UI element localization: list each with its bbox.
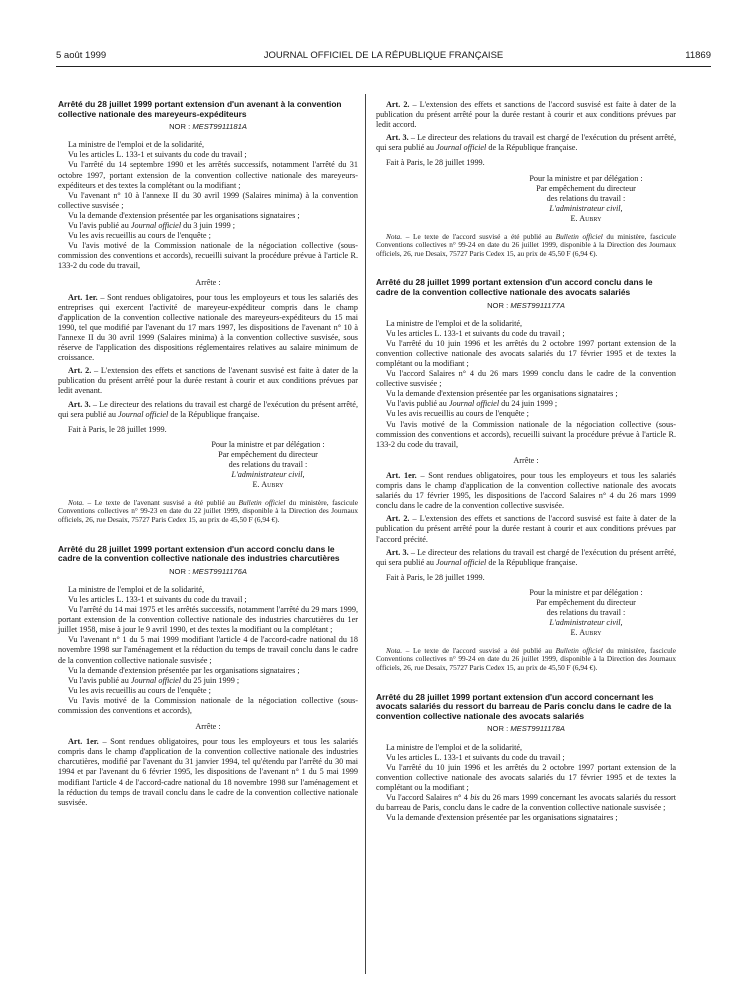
arrete-title: Arrêté du 28 juillet 1999 portant extension d'un accord conclu dans le cadre de la convention collective nationale des industries charcutières: [58, 543, 340, 564]
visa: Vu l'avis publié au Journal officiel du 24 juin 1999 ;: [386, 399, 558, 409]
signature-block: Pour la ministre et par délégation : Par empêchement du directeur des relations du travail : L'administrateur civil, E. Aubry: [529, 587, 643, 637]
arrete-title: Arrêté du 28 juillet 1999 portant extension d'un accord conclu dans le cadre de la convention collective nationale des avocats salariés: [376, 277, 653, 297]
minister-line: La ministre de l'emploi et de la solidarité,: [386, 742, 523, 752]
page-header: [56, 50, 711, 64]
visa: Vu les articles L. 133-1 et suivants du code du travail ;: [386, 752, 565, 762]
visa: Vu la demande d'extension présentée par les organisations signataires ;: [386, 813, 618, 823]
visa: Vu la demande d'extension présentée par les organisations signataires ;: [68, 210, 300, 220]
visa: Vu les articles L. 133-1 et suivants du code du travail ;: [386, 328, 565, 338]
arrete-heading: Arrête :: [195, 722, 221, 732]
nor-reference: NOR : MEST9911178A: [487, 724, 565, 734]
column-divider: [365, 94, 366, 974]
minister-line: La ministre de l'emploi et de la solidarité,: [68, 140, 205, 150]
signature-block: Pour la ministre et par délégation : Par empêchement du directeur des relations du travail : L'administrateur civil, E. Aubry: [211, 439, 325, 489]
arrete-avocats-paris: [376, 693, 676, 824]
minister-line: La ministre de l'emploi et de la solidarité,: [68, 584, 205, 594]
signature-date: Fait à Paris, le 28 juillet 1999.: [68, 424, 167, 434]
arrete-title: Arrêté du 28 juillet 1999 portant extension d'un accord concernant les avocats salariés du ressort du barreau de Paris conclu dans le cadre de la convention collective nationale des avocats salariés: [376, 691, 672, 721]
visa: Vu les avis recueillis au cours de l'enquête ;: [68, 231, 211, 241]
visa: Vu l'arrêté du 14 mai 1975 et les arrêtés successifs, notamment l'arrêté du 29 mars 1999, portant extension de la convention collective nationale des industries charcutières du 1er juillet 1958, mise à jour le 9 avril 1990, et des textes la modifiant ou la complétant ;: [58, 605, 358, 635]
visa: Vu l'avis motivé de la Commission nationale de la négociation collective (sous-commission des conventions et accords), recueilli suivant la procédure prévue à l'article R. 133-2 du code du travail,: [58, 241, 358, 271]
arrete-title: Arrêté du 28 juillet 1999 portant extension d'un avenant à la convention collective nationale des mareyeurs-expéditeurs: [58, 99, 342, 119]
arrete-avocats-salaries: [376, 278, 676, 672]
article-3: Art. 3. – Le directeur des relations du travail est chargé de l'exécution du présent arrêté, qui sera publié au Journal officiel de la République française.: [58, 399, 358, 419]
article-3: Art. 3. – Le directeur des relations du travail est chargé de l'exécution du présent arrêté, qui sera publié au Journal officiel de la République française.: [376, 547, 676, 567]
article-2: Art. 2. – L'extension des effets et sanctions de l'accord susvisé est faite à dater de la publication du présent arrêté pour la durée restant à courir et aux conditions prévues par ledit accord.: [376, 100, 676, 130]
publication-note: Nota. – Le texte de l'accord susvisé a été publié au Bulletin officiel du ministère, fascicule Conventions collectives n° 99-24 en date du 26 juillet 1999, disponible à la Direction des Journaux officiels, 26, rue Desaix, 75727 Paris Cedex 15, au prix de 45,50 F (6,94 €).: [376, 645, 676, 673]
arrete-charcutieres-continued: [376, 100, 676, 258]
publication-note: Nota. – Le texte de l'avenant susvisé a été publié au Bulletin officiel du ministère, fascicule Conventions collectives n° 99-23 en date du 22 juillet 1999, disponible à la Direction des Journaux officiels, 26, rue Desaix, 75727 Paris Cedex 15, au prix de 45,50 F (6,94 €).: [58, 497, 358, 524]
arrete-charcutieres: [58, 545, 358, 808]
visa: Vu l'avis motivé de la Commission nationale de la négociation collective (sous-commission des conventions et accords), recueilli suivant la procédure prévue à l'article R. 133-2 du code du travail,: [376, 419, 676, 449]
visa: Vu l'avis publié au Journal officiel du 25 juin 1999 ;: [68, 675, 240, 685]
left-column: [58, 100, 358, 808]
article-1: Art. 1er. – Sont rendues obligatoires, pour tous les employeurs et tous les salariés compris dans le champ d'application de la convention collective nationale des industries charcutières, modifié par l'avenant du 31 janvier 1994, tel qu'étendu par l'arrêté du 30 mai 1994 et par l'avenant du 6 février 1995, les dispositions de l'avenant n° 1 du 5 mai 1999 modifiant l'article 4 de l'accord-cadre national du 18 novembre 1998 sur l'aménagement et la réduction du temps de travail conclu dans le cadre de la convention collective nationale susvisée.: [58, 737, 358, 807]
visa: Vu l'accord Salaires n° 4 bis du 26 mars 1999 concernant les avocats salariés du ressort du barreau de Paris, conclu dans le cadre de la convention collective nationale susvisée ;: [376, 793, 676, 813]
header-rule: [56, 66, 711, 67]
article-2: Art. 2. – L'extension des effets et sanctions de l'accord susvisé est faite à dater de la publication du présent arrêté pour la durée restant à courir et aux conditions prévues par l'accord précité.: [376, 514, 676, 544]
article-3: Art. 3. – Le directeur des relations du travail est chargé de l'exécution du présent arrêté, qui sera publié au Journal officiel de la République française.: [376, 133, 676, 153]
signature-date: Fait à Paris, le 28 juillet 1999.: [386, 158, 485, 168]
visa: Vu les articles L. 133-1 et suivants du code du travail ;: [68, 150, 247, 160]
visa: Vu les articles L. 133-1 et suivants du code du travail ;: [68, 594, 247, 604]
article-2: Art. 2. – L'extension des effets et sanctions de l'avenant susvisé est faite à dater de la publication du présent arrêté pour la durée restant à courir et aux conditions prévues par ledit avenant.: [58, 366, 359, 396]
arrete-heading: Arrête :: [513, 455, 539, 465]
right-column: [376, 100, 676, 823]
article-1: Art. 1er. – Sont rendues obligatoires, pour tous les employeurs et tous les salariés des entreprises qui exercent l'activité de mareyeur-expéditeur compris dans le champ d'application de la convention collective nationale des mareyeurs-expéditeurs du 15 mai 1990, tel que modifié par l'avenant du 17 mars 1997, les dispositions de l'avenant n° 10 à l'annexe II du 30 avril 1999 (Salaires minima) à la convention collective susvisée, sous réserve de l'application des dispositions réglementaires relatives au salaire minimum de croissance.: [58, 292, 358, 363]
nor-reference: NOR : MEST9911181A: [169, 122, 247, 132]
minister-line: La ministre de l'emploi et de la solidarité,: [386, 318, 523, 328]
publication-note: Nota. – Le texte de l'accord susvisé a été publié au Bulletin officiel du ministère, fascicule Conventions collectives n° 99-24 en date du 26 juillet 1999, disponible à la Direction des Journaux officiels, 26, rue Desaix, 75727 Paris Cedex 15, au prix de 45,50 F (6,94 €).: [376, 231, 676, 258]
header-journal-title: JOURNAL OFFICIEL DE LA RÉPUBLIQUE FRANÇAISE: [263, 50, 504, 61]
arrete-mareyeurs: [58, 100, 358, 525]
nor-reference: NOR : MEST9911177A: [487, 300, 565, 310]
signature-date: Fait à Paris, le 28 juillet 1999.: [386, 572, 485, 582]
nor-reference: NOR : MEST9911176A: [169, 566, 247, 576]
article-1: Art. 1er. – Sont rendues obligatoires, pour tous les employeurs et tous les salariés compris dans le champ d'application de la convention collective nationale des avocats salariés du 17 février 1995, les dispositions de l'accord Salaires n° 4 du 26 mars 1999 conclu dans le cadre de la convention collective susvisée.: [376, 470, 676, 511]
visa: Vu la demande d'extension présentée par les organisations signataires ;: [386, 389, 618, 399]
visa: Vu l'arrêté du 10 juin 1996 et les arrêtés du 2 octobre 1997 portant extension de la convention collective nationale des avocats salariés du 17 février 1995 et de textes la complétant ou la modifiant ;: [376, 762, 676, 792]
visa: Vu la demande d'extension présentée par les organisations signataires ;: [68, 665, 300, 675]
visa: Vu l'avis publié au Journal officiel du 3 juin 1999 ;: [68, 221, 236, 231]
header-date: 5 août 1999: [56, 50, 107, 61]
signature-block: Pour la ministre et par délégation : Par empêchement du directeur des relations du travail : L'administrateur civil, E. Aubry: [529, 173, 643, 223]
arrete-heading: Arrête :: [195, 277, 221, 287]
header-page-number: 11869: [685, 50, 711, 61]
visa: Vu l'avis motivé de la Commission nationale de la négociation collective (sous-commission des conventions et accords),: [58, 695, 358, 715]
visa: Vu l'arrêté du 10 juin 1996 et les arrêtés du 2 octobre 1997 portant extension de la convention collective nationale des avocats salariés du 17 février 1995 et de textes la complétant ou la modifiant ;: [376, 338, 676, 368]
visa: Vu les avis recueillis au cours de l'enquête ;: [68, 685, 211, 695]
visa: Vu l'avenant n° 10 à l'annexe II du 30 avril 1999 (Salaires minima) à la convention collective susvisée ;: [58, 190, 358, 210]
visa: Vu l'avenant n° 1 du 5 mai 1999 modifiant l'article 4 de l'accord-cadre national du 18 novembre 1998 sur l'aménagement et la réduction du temps de travail conclu dans le cadre de la convention collective nationale susvisée ;: [58, 635, 358, 665]
visa: Vu l'accord Salaires n° 4 du 26 mars 1999 conclu dans le cadre de la convention collective susvisée ;: [376, 369, 676, 389]
visa: Vu les avis recueillis au cours de l'enquête ;: [386, 409, 529, 419]
visa: Vu l'arrêté du 14 septembre 1990 et les arrêtés successifs, notamment l'arrêté du 31 octobre 1997, portant extension de la convention collective nationale des mareyeurs-expéditeurs et des textes la complétant ou la modifiant ;: [58, 160, 358, 190]
